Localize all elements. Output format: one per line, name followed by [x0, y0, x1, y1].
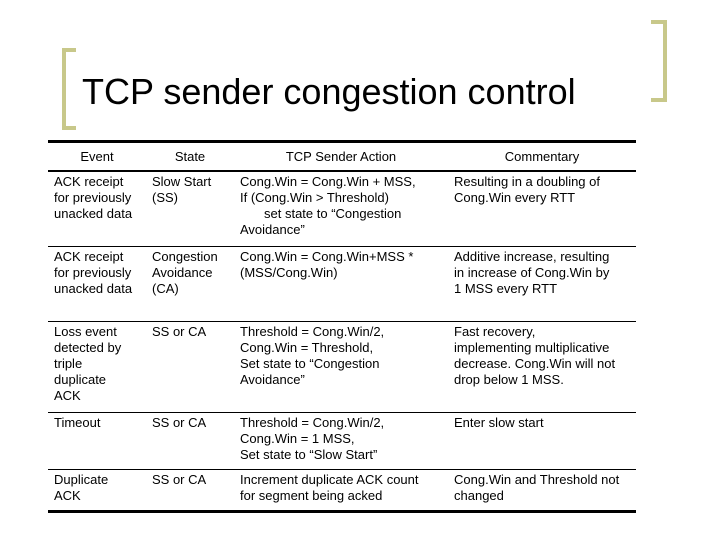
- cell-state: [146, 322, 234, 413]
- cell-event: [48, 247, 146, 322]
- cell-line: SS or CA: [152, 472, 207, 487]
- cell-line: for previously: [54, 265, 132, 280]
- cell-line: (CA): [152, 281, 179, 296]
- cell-line: changed: [454, 488, 504, 503]
- cell-line: Avoidance”: [240, 222, 305, 237]
- cell-line: Cong.Win = Cong.Win+MSS *: [240, 249, 414, 264]
- cell-line: Timeout: [54, 415, 101, 430]
- cell-action: [234, 322, 448, 413]
- cell-event: [48, 171, 146, 247]
- cell-commentary: [448, 413, 636, 470]
- cell-line: ACK: [54, 488, 81, 503]
- cell-line: duplicate: [54, 372, 107, 387]
- cell-event: [48, 470, 146, 512]
- table-row: [48, 247, 636, 322]
- cell-line: Cong.Win = 1 MSS,: [240, 431, 355, 446]
- cell-line: SS or CA: [152, 324, 207, 339]
- cell-commentary: [448, 470, 636, 512]
- cell-line: Additive increase, resulting: [454, 249, 610, 264]
- cell-line: for segment being acked: [240, 488, 383, 503]
- cell-line: Threshold = Cong.Win/2,: [240, 415, 385, 430]
- cell-line: decrease. Cong.Win will not: [454, 356, 616, 371]
- cell-state: [146, 171, 234, 247]
- cell-commentary: [448, 247, 636, 322]
- cell-event: [48, 322, 146, 413]
- cell-line: 1 MSS every RTT: [454, 281, 558, 296]
- cell-action: [234, 247, 448, 322]
- cell-line: Slow Start: [152, 174, 212, 189]
- cell-state: [146, 247, 234, 322]
- cell-line: ACK receipt: [54, 174, 124, 189]
- cell-action: [234, 413, 448, 470]
- table-row: [48, 413, 636, 470]
- cell-line: ACK: [54, 388, 81, 403]
- cell-line: SS or CA: [152, 415, 207, 430]
- cell-line: triple: [54, 356, 83, 371]
- cell-line: Enter slow start: [454, 415, 544, 430]
- cell-line: detected by: [54, 340, 122, 355]
- cell-action: [234, 470, 448, 512]
- cell-line: drop below 1 MSS.: [454, 372, 564, 387]
- cell-line: (MSS/Cong.Win): [240, 265, 338, 280]
- cell-line: Cong.Win and Threshold not: [454, 472, 620, 487]
- cell-line: implementing multiplicative: [454, 340, 610, 355]
- cell-commentary: [448, 322, 636, 413]
- cell-line: Set state to “Congestion: [240, 356, 380, 371]
- cell-line: If (Cong.Win > Threshold): [240, 190, 389, 205]
- cell-line: Resulting in a doubling of: [454, 174, 600, 189]
- cell-line: (SS): [152, 190, 178, 205]
- cell-event: [48, 413, 146, 470]
- table-row: [48, 470, 636, 512]
- left-bracket-decoration: [62, 48, 76, 130]
- header-commentary: Commentary: [504, 149, 580, 164]
- cell-state: [146, 470, 234, 512]
- cell-commentary: [448, 171, 636, 247]
- cell-line: for previously: [54, 190, 132, 205]
- cell-line: Duplicate: [54, 472, 109, 487]
- table-header-row: [48, 142, 636, 172]
- cell-line: unacked data: [54, 206, 133, 221]
- cell-line: in increase of Cong.Win by: [454, 265, 610, 280]
- congestion-control-table: [48, 140, 636, 513]
- right-bracket-decoration: [651, 20, 667, 102]
- cell-line: Avoidance”: [240, 372, 305, 387]
- cell-line: Loss event: [54, 324, 117, 339]
- cell-action: [234, 171, 448, 247]
- cell-line: Cong.Win = Threshold,: [240, 340, 374, 355]
- cell-line: unacked data: [54, 281, 133, 296]
- cell-state: [146, 413, 234, 470]
- cell-line: Cong.Win = Cong.Win + MSS,: [240, 174, 416, 189]
- header-state: State: [174, 149, 206, 164]
- table-row: [48, 322, 636, 413]
- cell-line: Congestion: [152, 249, 218, 264]
- cell-line: Fast recovery,: [454, 324, 536, 339]
- cell-line: Increment duplicate ACK count: [240, 472, 419, 487]
- header-action: TCP Sender Action: [285, 149, 397, 164]
- header-event: Event: [80, 149, 114, 164]
- cell-line: Avoidance: [152, 265, 213, 280]
- slide-title: TCP sender congestion control: [82, 71, 576, 112]
- cell-line: Cong.Win every RTT: [454, 190, 576, 205]
- cell-line: Set state to “Slow Start”: [240, 447, 378, 462]
- table-row: [48, 171, 636, 247]
- congestion-control-table-container: [48, 140, 636, 513]
- cell-line: Threshold = Cong.Win/2,: [240, 324, 385, 339]
- cell-line: ACK receipt: [54, 249, 124, 264]
- cell-line: set state to “Congestion: [264, 206, 402, 221]
